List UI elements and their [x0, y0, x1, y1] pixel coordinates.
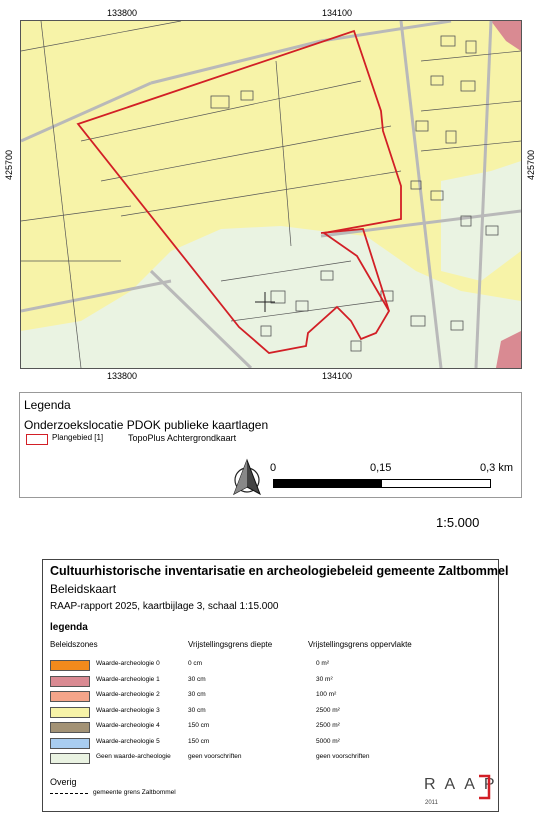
- y-coord-right: 425700: [526, 149, 536, 180]
- overig-label: Overig: [50, 777, 77, 787]
- zone-name: Waarde-archeologie 5: [96, 737, 160, 745]
- col-zones-header: Beleidszones: [50, 640, 98, 649]
- policy-legend-panel: [42, 559, 509, 812]
- plangebied-label: Plangebied [1]: [52, 433, 104, 442]
- zone-area: 2500 m²: [316, 706, 340, 714]
- scale-label-0: 0: [270, 462, 277, 474]
- boundary-line-swatch: [50, 793, 88, 794]
- zone-swatch: [50, 660, 90, 671]
- x-coord-bottom-left: 133800: [107, 371, 138, 381]
- raap-bracket-icon: [477, 774, 491, 800]
- raap-logo-year: 2011: [425, 800, 438, 806]
- zone-name: Waarde-archeologie 4: [96, 722, 160, 729]
- zone-name: Waarde-archeologie 0: [96, 660, 160, 667]
- zone-area: 2500 m²: [316, 722, 340, 729]
- zone-area: 100 m²: [316, 691, 337, 698]
- x-coord-bottom-right: 134100: [322, 371, 353, 381]
- boundary-label: gemeente grens Zaltbommel: [93, 789, 176, 796]
- legend-title: Legenda: [24, 398, 71, 412]
- zone-swatch: [50, 722, 90, 733]
- topo-label: TopoPlus Achtergrondkaart: [128, 433, 237, 443]
- x-coord-top-left: 133800: [107, 8, 138, 18]
- zone-swatch: [50, 753, 90, 764]
- zone-area: geen voorschriften: [316, 753, 370, 760]
- policy-subtitle: Beleidskaart: [50, 582, 117, 596]
- policy-title: Cultuurhistorische inventarisatie en archeologiebeleid gemeente Zaltbommel: [50, 564, 509, 578]
- zone-depth: 150 cm: [188, 737, 210, 745]
- x-coord-top-right: 134100: [322, 8, 353, 18]
- zone-swatch: [50, 707, 90, 718]
- zone-area: 30 m²: [316, 675, 333, 683]
- zone-name: Waarde-archeologie 3: [96, 706, 160, 714]
- zone-area: 0 m²: [316, 660, 329, 667]
- plangebied-swatch: [26, 434, 48, 445]
- scale-ratio: 1:5.000: [436, 515, 480, 530]
- zone-depth: 150 cm: [188, 722, 210, 729]
- map-view[interactable]: [20, 20, 522, 369]
- y-coord-left: 425700: [4, 149, 14, 180]
- zone-name: Waarde-archeologie 1: [96, 675, 160, 683]
- zone-area: 5000 m²: [316, 737, 340, 745]
- col-depth-header: Vrijstellingsgrens diepte: [188, 640, 273, 649]
- policy-legend-label: legenda: [50, 622, 88, 633]
- col-area-header: Vrijstellingsgrens oppervlakte: [308, 640, 412, 649]
- north-arrow-icon: [230, 458, 264, 503]
- zone-depth: 0 cm: [188, 660, 203, 667]
- scale-bar: [273, 479, 491, 488]
- zone-depth: 30 cm: [188, 675, 206, 683]
- zone-swatch: [50, 676, 90, 687]
- scale-label-mid: 0,15: [370, 462, 392, 474]
- zone-name: Geen waarde-archeologie: [96, 753, 171, 760]
- zone-depth: geen voorschriften: [188, 753, 242, 760]
- legend-subtitle: Onderzoekslocatie PDOK publieke kaartlagen: [24, 418, 269, 432]
- zone-name: Waarde-archeologie 2: [96, 691, 160, 698]
- zone-swatch: [50, 738, 90, 749]
- raap-logo: RAAP: [424, 776, 504, 793]
- zone-depth: 30 cm: [188, 706, 206, 714]
- map-legend: [19, 392, 522, 498]
- zone-swatch: [50, 691, 90, 702]
- zone-depth: 30 cm: [188, 691, 206, 698]
- policy-report: RAAP-rapport 2025, kaartbijlage 3, schaal 1:15.000: [50, 601, 279, 612]
- scale-label-end: 0,3 km: [480, 462, 514, 474]
